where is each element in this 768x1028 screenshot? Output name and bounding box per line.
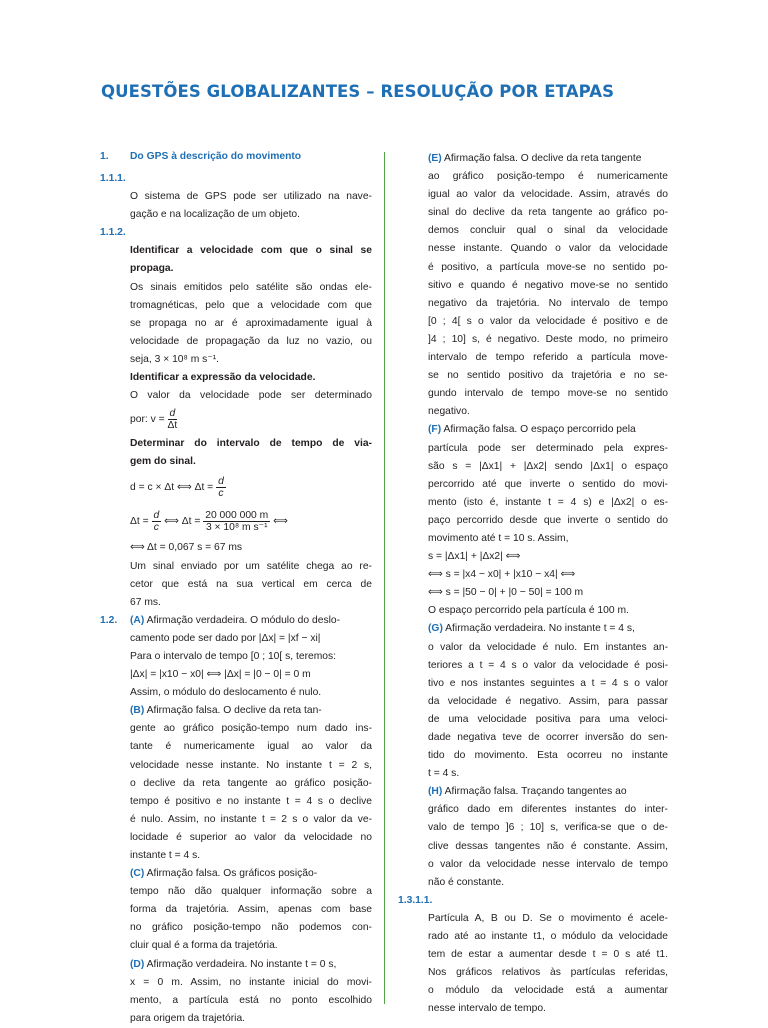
text-line: Um sinal enviado por um satélite chega ao re-: [130, 560, 372, 572]
text-line: cluir qual é a forma da trajetória.: [130, 940, 278, 952]
subsection-1-1-1: [100, 170, 372, 188]
item-label: (E): [428, 153, 442, 164]
step-heading: Identificar a expressão da velocidade.: [130, 372, 316, 384]
text-line: tante é numericamente igual ao valor da: [130, 741, 372, 753]
item-label: (H): [428, 786, 443, 798]
item-c: [100, 865, 372, 883]
text-line: Afirmação falsa. Os gráficos posição-: [146, 868, 318, 880]
text-line: tem de estar a aumentar desde t = 0 s até t1.: [428, 949, 668, 961]
item-d: [100, 956, 372, 974]
text-line: gráfico dado em diferentes instantes do inter-: [428, 804, 668, 816]
text-line: t = 4 s.: [428, 768, 460, 780]
fraction-numerator: 20 000 000 m: [205, 510, 269, 522]
equation-line: ⟺ Δt = 0,067 s = 67 ms: [130, 542, 243, 554]
fraction: [152, 510, 162, 533]
text-line: da velocidade é negativo. Assim, para passar: [428, 695, 668, 707]
text-line: locidade é superior ao valor da velocidade no: [130, 831, 372, 843]
equation-line: ⟺ s = |50 − 0| + |0 − 50| = 100 m: [428, 587, 584, 599]
column-divider: [384, 152, 385, 1004]
equation-line: [100, 471, 372, 505]
text-line: de uma velocidade positiva para uma veloci-: [428, 713, 668, 725]
equation-text: por: v =: [130, 414, 165, 426]
item-label: (D): [130, 958, 145, 970]
text-line: é positivo, a partícula move-se no sentido po-: [428, 261, 668, 273]
fraction-denominator: c: [218, 488, 224, 500]
item-f: [398, 421, 668, 439]
text-line: Afirmação falsa. O declive da reta tan-: [146, 705, 322, 717]
item-h: [398, 783, 668, 801]
text-line: são s = |Δx1| + |Δx2| sendo |Δx1| o espaço: [428, 460, 668, 472]
text-line: o valor da velocidade é nulo. Em instantes an-: [428, 641, 668, 653]
fraction: [216, 476, 226, 499]
left-column: [100, 150, 372, 1028]
text-line: paço percorrido desde que inverte o sentido do: [428, 514, 668, 526]
equation-line: ⟺ s = |x4 − x0| + |x10 − x4| ⟺: [428, 569, 576, 581]
text-line: é nulo. Assim, no instante t = 2 s o valor da ve-: [130, 813, 372, 825]
text-line: velocidade nesse instante. No instante t = 2 s,: [130, 759, 372, 771]
text-line: velocidade de propagação da luz no vazio, ou: [130, 335, 372, 347]
step-heading: Determinar do intervalo de tempo de via-: [130, 438, 372, 450]
text-line: intervalo de tempo referido a partícula move-: [428, 352, 668, 364]
text-line: teriores a t = 4 s o valor da velocidade é posi-: [428, 659, 668, 671]
text-line: nesse instante. Quando o valor da velocidade: [428, 243, 668, 255]
equation-line: [100, 505, 372, 539]
item-label: (A): [130, 614, 145, 626]
step-heading: gem do sinal.: [130, 456, 196, 468]
item-g: [398, 620, 668, 638]
text-line: ao gráfico posição-tempo é numericamente: [428, 171, 668, 183]
right-column: [398, 150, 668, 1019]
fraction-numerator: d: [168, 408, 178, 420]
text-line: x = 0 m. Assim, no instante inicial do movi-: [130, 976, 372, 988]
text-line: instante t = 4 s.: [130, 850, 201, 861]
subsection-1-1-2: [100, 224, 372, 242]
text-line: Afirmação falsa. Traçando tangentes ao: [444, 786, 627, 798]
text-line: Afirmação verdadeira. No instante t = 0 s,: [146, 958, 337, 970]
text-line: camento pode ser dado por |Δx| = |xf − xi|: [130, 632, 321, 644]
page-title: QUESTÕES GLOBALIZANTES – RESOLUÇÃO POR ETAPAS: [101, 82, 615, 101]
fraction: [168, 408, 178, 431]
text-line: valo de tempo ]6 ; 10] s, verifica-se que o de-: [428, 822, 668, 834]
text-line: o declive da reta tangente ao gráfico posição-: [130, 777, 372, 789]
text-line: forma da trajetória. Assim, apenas com base: [130, 904, 372, 916]
fraction-numerator: d: [153, 510, 160, 522]
text-line: 67 ms.: [130, 596, 161, 608]
item-label: (G): [428, 623, 443, 635]
text-line: movimento até t = 10 s. Assim,: [428, 532, 569, 544]
subsection-number: 1.1.1.: [100, 173, 126, 184]
equation-text: ⟺: [273, 516, 288, 528]
equation-text: d = c × Δt ⟺ Δt =: [130, 482, 214, 494]
text-line: Afirmação falsa. O declive da reta tangente: [444, 153, 642, 164]
section-title: Do GPS à descrição do movimento: [130, 151, 302, 162]
text-line: se propaga no ar é aproximadamente igual à: [130, 317, 372, 329]
text-line: sitivo e quando é negativo move-se no sentido: [428, 279, 668, 291]
text-line: seja, 3 × 10⁸ m s⁻¹.: [130, 353, 220, 365]
text-line: o valor da velocidade nesse intervalo de tempo: [428, 858, 668, 870]
text-line: negativo da trajetória. No intervalo de tempo: [428, 297, 668, 309]
text-line: gente ao gráfico posição-tempo num dado ins-: [130, 723, 372, 735]
text-line: tromagnéticas, pelo que a velocidade com que: [130, 299, 372, 311]
item-e: [398, 150, 668, 168]
text-line: Para o intervalo de tempo [0 ; 10[ s, teremos:: [130, 650, 337, 662]
text-line: partícula pode ser determinado pela expres-: [428, 442, 668, 454]
text-line: Assim, o módulo do deslocamento é nulo.: [130, 687, 322, 699]
equation-line: |Δx| = |x10 − x0| ⟺ |Δx| = |0 − 0| = 0 m: [130, 669, 311, 681]
text-line: Os sinais emitidos pelo satélite são ondas ele-: [130, 281, 372, 293]
section-number: 1.: [100, 151, 109, 162]
fraction-numerator: d: [218, 476, 224, 488]
text-line: Afirmação verdadeira. No instante t = 4 s,: [445, 623, 635, 635]
item-label: (F): [428, 424, 442, 436]
text-line: sinal do declive da reta tangente ao gráfico po-: [428, 207, 668, 219]
text-line: mento, a partícula está no ponto escolhido: [130, 994, 372, 1006]
subsection-1-3-1-1: [398, 892, 668, 910]
step-heading: propaga.: [130, 263, 174, 275]
text-line: Afirmação verdadeira. O módulo do deslo-: [146, 614, 341, 626]
text-line: tempo não dão qualquer informação sobre a: [130, 886, 372, 898]
text-line: cetor que está na sua vertical em cerca de: [130, 578, 372, 590]
subsection-number: 1.1.2.: [100, 227, 126, 239]
text-line: percorrido até que inverte o sentido do movi-: [428, 478, 668, 490]
text-line: O espaço percorrido pela partícula é 100 m.: [428, 605, 629, 617]
text-line: igual ao valor da velocidade. Assim, através do: [428, 189, 668, 201]
item-a: [100, 612, 372, 630]
text-line: tempo é positivo e no instante t = 4 s o declive: [130, 795, 372, 807]
text-line: [0 ; 4[ s o valor da velocidade é positivo e de: [428, 315, 668, 327]
text-line: negativo.: [428, 406, 470, 418]
fraction-denominator: 3 × 10⁸ m s⁻¹: [205, 522, 268, 534]
section-heading: [100, 150, 372, 170]
equation-line: s = |Δx1| + |Δx2| ⟺: [428, 551, 521, 563]
text-line: mento (isto é, instante t = 4 s) e |Δx2| o es-: [428, 496, 668, 508]
equation-text: Δt =: [130, 516, 149, 528]
text-line: dade negativa teve de ocorrer inversão do sen-: [428, 732, 668, 743]
text-line: clive dessas tangentes não é constante. Assim,: [428, 840, 668, 852]
subsection-number: 1.3.1.1.: [398, 894, 433, 906]
text-line: O sistema de GPS pode ser utilizado na nave-: [130, 191, 372, 203]
text-line: rado até ao instante t1, o módulo da velocidade: [428, 931, 668, 943]
text-line: Afirmação falsa. O espaço percorrido pela: [443, 424, 636, 436]
text-line: gundo intervalo de tempo move-se no sentido: [428, 388, 668, 400]
fraction-denominator: c: [153, 522, 159, 534]
fraction-denominator: Δt: [167, 420, 178, 431]
text-line: o módulo da velocidade está a aumentar: [428, 985, 668, 997]
text-line: tido do movimento. Esta ocorreu no instante: [428, 750, 668, 762]
equation-line: [100, 405, 372, 435]
item-b: [100, 702, 372, 720]
subsection-number: 1.2.: [100, 614, 118, 626]
text-line: ]4 ; 10] s, é negativo. Deste modo, no primeiro: [428, 333, 668, 345]
text-line: não é constante.: [428, 876, 505, 888]
text-line: tivo e nos instantes seguintes a t = 4 s o valor: [428, 677, 668, 689]
text-line: nesse intervalo de tempo.: [428, 1003, 546, 1015]
text-line: demos concluir qual o sinal da velocidade: [428, 225, 668, 237]
text-line: Nos gráficos relativos às partículas referidas,: [428, 967, 668, 979]
equation-text: ⟺ Δt =: [164, 516, 201, 528]
text-line: para origem da trajetória.: [130, 1012, 246, 1024]
text-line: no gráfico posição-tempo não podemos con-: [130, 922, 372, 934]
text-line: Partícula A, B ou D. Se o movimento é acele-: [428, 912, 668, 924]
step-heading: Identificar a velocidade com que o sinal se: [130, 245, 372, 257]
text-line: se no sentido positivo da trajetória e no se-: [428, 370, 668, 382]
text-line: O valor da velocidade pode ser determinado: [130, 390, 372, 402]
item-label: (B): [130, 705, 145, 717]
text-line: gação e na localização de um objeto.: [130, 209, 301, 221]
fraction: [203, 510, 270, 533]
item-label: (C): [130, 868, 145, 880]
